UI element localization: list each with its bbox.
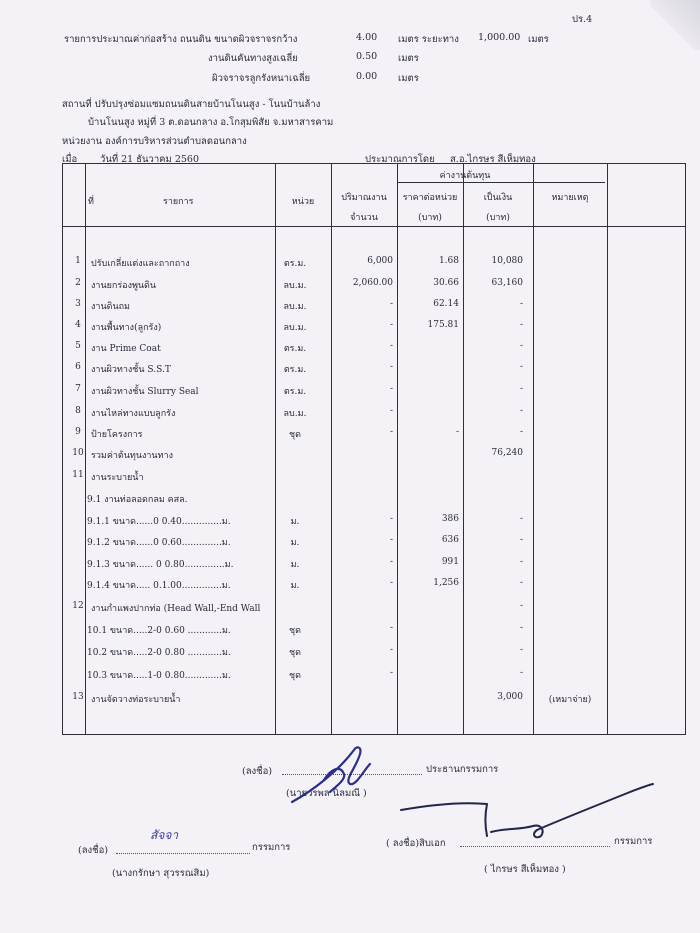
header-line1-label: รายการประมาณค่าก่อสร้าง ถนนดิน ขนาดผิวจราจรกว้าง: [64, 34, 298, 45]
row-unit-price: 62.14: [433, 299, 459, 309]
row-amount: -: [519, 299, 523, 309]
row-item: 9.1 งานท่อลอดกลม คสล.: [87, 495, 188, 505]
chair-role: ประธานกรรมการ: [426, 764, 499, 775]
row-unit-price: 175.81: [427, 320, 459, 330]
row-unit: ตร.ม.: [283, 387, 307, 397]
col-amount-unit: (บาท): [486, 213, 510, 223]
row-item: 9.1.4 ขนาด..... 0.1.00..............ม.: [87, 581, 231, 591]
row-number: 6: [75, 362, 81, 372]
row-quantity: -: [389, 623, 393, 633]
row-number: 7: [75, 384, 81, 394]
row-number: 9: [75, 427, 81, 437]
row-item: 9.1.1 ขนาด......0 0.40..............ม.: [87, 517, 231, 527]
row-amount: 3,000: [497, 692, 523, 702]
row-unit: ชุด: [289, 671, 301, 681]
col-cost-group-header: ค่างานต้นทุน: [439, 171, 491, 181]
row-quantity: -: [389, 320, 393, 330]
date-label: เมื่อ: [62, 154, 78, 165]
row-unit-price: 1.68: [438, 256, 459, 266]
row-unit-price: -: [455, 427, 459, 437]
row-unit: ชุด: [289, 430, 301, 440]
row-unit: ม.: [290, 517, 300, 527]
row-item: งานผิวทางชั้น Slurry Seal: [91, 387, 199, 397]
row-unit: ชุด: [289, 648, 301, 658]
embankment-unit: เมตร: [398, 53, 419, 64]
row-unit: ชุด: [289, 626, 301, 636]
row-amount: 10,080: [491, 256, 523, 266]
row-unit: ตร.ม.: [283, 344, 307, 354]
row-item: งานระบายน้ำ: [91, 473, 144, 483]
row-item: รวมค่าต้นทุนงานทาง: [91, 451, 173, 461]
col-unit-price-header: ราคาต่อหน่วย: [402, 193, 458, 203]
row-item: งานพื้นทาง(ลูกรัง): [91, 323, 162, 333]
row-amount: -: [519, 535, 523, 545]
road-width-value: 4.00: [356, 32, 378, 43]
row-quantity: -: [389, 578, 393, 588]
row-number: 11: [72, 470, 84, 480]
col-no-header: ที่: [88, 197, 94, 207]
row-item: งาน Prime Coat: [91, 344, 161, 354]
header-bottom-line: [63, 226, 685, 227]
row-quantity: -: [389, 427, 393, 437]
row-unit: ม.: [290, 581, 300, 591]
laterite-value: 0.00: [356, 71, 378, 82]
row-item: งานยกร่องพูนดิน: [91, 281, 157, 291]
col-item-header: รายการ: [163, 197, 194, 207]
row-amount: -: [519, 384, 523, 394]
row-quantity: -: [389, 514, 393, 524]
row-item: 10.2 ขนาด.....2-0 0.80 ............ม.: [87, 648, 231, 658]
member1-sign-line: [116, 853, 250, 854]
member1-name: (นางกรักษา สุวรรณสิม): [112, 868, 210, 879]
col-divider: [397, 164, 398, 734]
col-remark-header: หมายเหตุ: [551, 193, 589, 203]
row-quantity: -: [389, 645, 393, 655]
row-number: 10: [72, 448, 84, 458]
row-item: ป้ายโครงการ: [91, 430, 143, 440]
row-amount: -: [519, 557, 523, 567]
member1-signature: สัจจา: [150, 828, 179, 842]
row-item: งานกำแพงปากท่อ (Head Wall,-End Wall: [91, 604, 261, 614]
estimator-value: ส.อ.ไกรษร สีเห็มทอง: [450, 154, 536, 165]
row-item: 9.1.2 ขนาด......0 0.60..............ม.: [87, 538, 231, 548]
col-divider: [607, 164, 608, 734]
row-unit-price: 1,256: [433, 578, 459, 588]
row-number: 13: [72, 692, 84, 702]
col-unit-price-unit: (บาท): [418, 213, 442, 223]
row-unit: ม.: [290, 560, 300, 570]
row-quantity: -: [389, 406, 393, 416]
row-item: งานไหล่ทางแบบลูกรัง: [91, 409, 176, 419]
road-length-label: เมตร ระยะทาง: [398, 34, 459, 45]
row-unit: ตร.ม.: [283, 259, 307, 269]
row-amount: -: [519, 320, 523, 330]
member1-sign-prefix: (ลงชื่อ): [78, 845, 109, 856]
row-amount: -: [519, 341, 523, 351]
chair-sign-prefix: (ลงชื่อ): [242, 766, 273, 777]
row-item: งานดินถม: [91, 302, 130, 312]
laterite-label: ผิวจราจรลูกรังหนาเฉลี่ย: [212, 73, 311, 84]
embankment-value: 0.50: [356, 51, 378, 62]
row-amount: -: [519, 514, 523, 524]
row-number: 1: [75, 256, 81, 266]
date-value: วันที่ 21 ธันวาคม 2560: [100, 154, 199, 165]
agency-line: หน่วยงาน องค์การบริหารส่วนตำบลดอนกลาง: [62, 136, 247, 147]
member2-signature: [395, 780, 660, 850]
row-number: 3: [75, 299, 81, 309]
row-amount: -: [519, 362, 523, 372]
road-length-unit: เมตร: [528, 34, 549, 45]
row-quantity: -: [389, 362, 393, 372]
col-amount-header: เป็นเงิน: [483, 193, 513, 203]
row-amount: -: [519, 623, 523, 633]
row-quantity: -: [389, 668, 393, 678]
row-unit: ลบ.ม.: [283, 409, 307, 419]
row-item: งานผิวทางชั้น S.S.T: [91, 365, 171, 375]
embankment-label: งานดินคันทางสูงเฉลี่ย: [208, 53, 298, 64]
cost-estimate-table: [62, 163, 686, 735]
member1-role: กรรมการ: [252, 842, 291, 853]
col-divider: [533, 164, 534, 734]
col-qty-sub-header: จำนวน: [350, 213, 378, 223]
row-quantity: -: [389, 384, 393, 394]
place-line: สถานที่ ปรับปรุงซ่อมแซมถนนดินสายบ้านโนนสูง - โนนบ้านล้าง: [62, 99, 321, 110]
row-amount: -: [519, 427, 523, 437]
row-item: ปรับเกลี่ยแต่งและถากถาง: [91, 259, 190, 269]
row-quantity: -: [389, 535, 393, 545]
member2-name: ( ไกรษร สีเห็มทอง ): [484, 864, 566, 875]
row-unit: ม.: [290, 538, 300, 548]
member2-role: กรรมการ: [614, 836, 653, 847]
folded-corner: [650, 0, 700, 50]
row-quantity: 6,000: [367, 256, 393, 266]
row-amount: 76,240: [491, 448, 523, 458]
row-item: 10.3 ขนาด.....1-0 0.80.............ม.: [87, 671, 231, 681]
header-divider: [397, 182, 605, 183]
row-number: 5: [75, 341, 81, 351]
row-number: 12: [72, 601, 84, 611]
row-unit: ลบ.ม.: [283, 281, 307, 291]
row-unit-price: 386: [441, 514, 459, 524]
chair-signature: [284, 740, 384, 810]
row-number: 4: [75, 320, 81, 330]
row-amount: 63,160: [491, 278, 523, 288]
row-amount: -: [519, 601, 523, 611]
row-unit: ตร.ม.: [283, 365, 307, 375]
member2-sign-prefix: ( ลงชื่อ)สิบเอก: [386, 838, 446, 849]
row-item: 10.1 ขนาด.....2-0 0.60 ............ม.: [87, 626, 231, 636]
row-quantity: -: [389, 341, 393, 351]
row-unit-price: 636: [441, 535, 459, 545]
chair-name: (นายวรพล นิลมณี ): [286, 788, 367, 799]
row-unit: ลบ.ม.: [283, 323, 307, 333]
row-amount: -: [519, 645, 523, 655]
laterite-unit: เมตร: [398, 73, 419, 84]
row-remark: (เหมาจ่าย): [548, 695, 592, 705]
row-unit-price: 30.66: [433, 278, 459, 288]
row-number: 2: [75, 278, 81, 288]
row-quantity: 2,060.00: [352, 278, 393, 288]
row-number: 8: [75, 406, 81, 416]
row-item: 9.1.3 ขนาด...... 0 0.80..............ม.: [87, 560, 234, 570]
road-length-value: 1,000.00: [478, 32, 521, 43]
row-unit: ลบ.ม.: [283, 302, 307, 312]
row-amount: -: [519, 578, 523, 588]
row-quantity: -: [389, 299, 393, 309]
row-unit-price: 991: [441, 557, 459, 567]
col-unit-header: หน่วย: [291, 197, 315, 207]
estimator-label: ประมาณการโดย: [365, 154, 435, 165]
row-amount: -: [519, 406, 523, 416]
address-line: บ้านโนนสูง หมู่ที่ 3 ต.ดอนกลาง อ.โกสุมพิสัย จ.มหาสารคาม: [88, 117, 334, 128]
page-code: ปร.4: [572, 14, 593, 25]
col-qty-header: ปริมาณงาน: [341, 193, 387, 203]
row-quantity: -: [389, 557, 393, 567]
row-amount: -: [519, 668, 523, 678]
row-item: งานจัดวางท่อระบายน้ำ: [91, 695, 181, 705]
